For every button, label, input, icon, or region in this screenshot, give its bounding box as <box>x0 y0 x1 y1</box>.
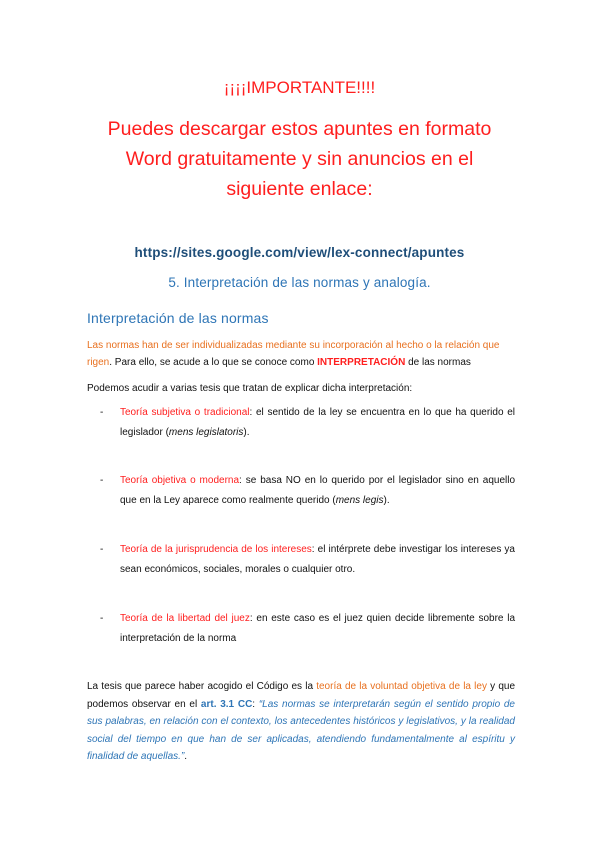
closing-theory: teoría de la voluntad objetiva de la ley <box>316 681 487 692</box>
theory-latin: mens legis <box>335 495 384 506</box>
intro-text-a: . Para ello, se acude a lo que se conoce como <box>109 357 318 368</box>
theory-desc: : el sentido de la ley se encuentra en lo que ha querido el legislador ( <box>120 407 515 438</box>
important-heading: ¡¡¡¡IMPORTANTE!!!! <box>223 78 376 97</box>
theory-desc: : el intérprete debe investigar los intereses ya sean económicos, sociales, morales o cualquier otro. <box>120 544 515 575</box>
theory-desc: : se basa NO en lo querido por el legislador sino en aquello que en la Ley aparece como realmente querido ( <box>120 475 516 506</box>
theory-end: ). <box>383 495 390 506</box>
theory-latin: mens legislatoris <box>168 427 244 438</box>
theory-name: Teoría de la jurisprudencia de los intereses <box>120 544 312 555</box>
closing-text-b: y que podemos observar en el <box>87 681 516 710</box>
closing-end: . <box>184 751 188 762</box>
lead-paragraph: Podemos acudir a varias tesis que tratan de explicar dicha interpretación: <box>87 383 413 394</box>
notice-line: Puedes descargar estos apuntes en formato <box>107 118 492 140</box>
theory-end: ). <box>243 427 250 438</box>
closing-paragraph <box>87 678 515 766</box>
intro-text-b: de las normas <box>405 357 471 368</box>
article-reference: art. 3.1 CC <box>200 698 253 710</box>
intro-paragraph <box>87 337 515 371</box>
list-dash: - <box>100 613 104 624</box>
list-dash: - <box>100 544 104 555</box>
article-quote: “Las normas se interpretarán según el sentido propio de sus palabras, en relación con el contexto, los antecedentes históricos y legislativos, y la realidad social del tiempo en que han de ser aplicadas, atendiendo fundamentalmente al espíritu y finalidad de aquellas.” <box>87 698 515 762</box>
chapter-title: 5. Interpretación de las normas y analogía. <box>168 275 431 290</box>
notice-line: siguiente enlace: <box>226 178 373 200</box>
closing-text-c: : <box>252 698 259 710</box>
theory-name: Teoría subjetiva o tradicional <box>120 407 250 418</box>
download-notice <box>0 114 599 204</box>
list-dash: - <box>100 407 104 418</box>
download-link[interactable]: https://sites.google.com/view/lex-connect/apuntes <box>134 245 465 260</box>
list-dash: - <box>100 475 104 486</box>
theory-desc: : en este caso es el juez quien decide libremente sobre la interpretación de la norma <box>120 613 516 644</box>
intro-highlight: Las normas han de ser individualizadas mediante su incorporación al hecho o la relación que rigen <box>87 340 500 368</box>
section-title: Interpretación de las normas <box>87 310 269 326</box>
closing-text-a: La tesis que parece haber acogido el Código es la <box>87 681 317 692</box>
notice-line: Word gratuitamente y sin anuncios en el <box>125 148 474 170</box>
theory-name: Teoría de la libertad del juez <box>120 613 250 624</box>
intro-keyword: INTERPRETACIÓN <box>317 357 406 368</box>
theory-name: Teoría objetiva o moderna <box>120 475 240 486</box>
